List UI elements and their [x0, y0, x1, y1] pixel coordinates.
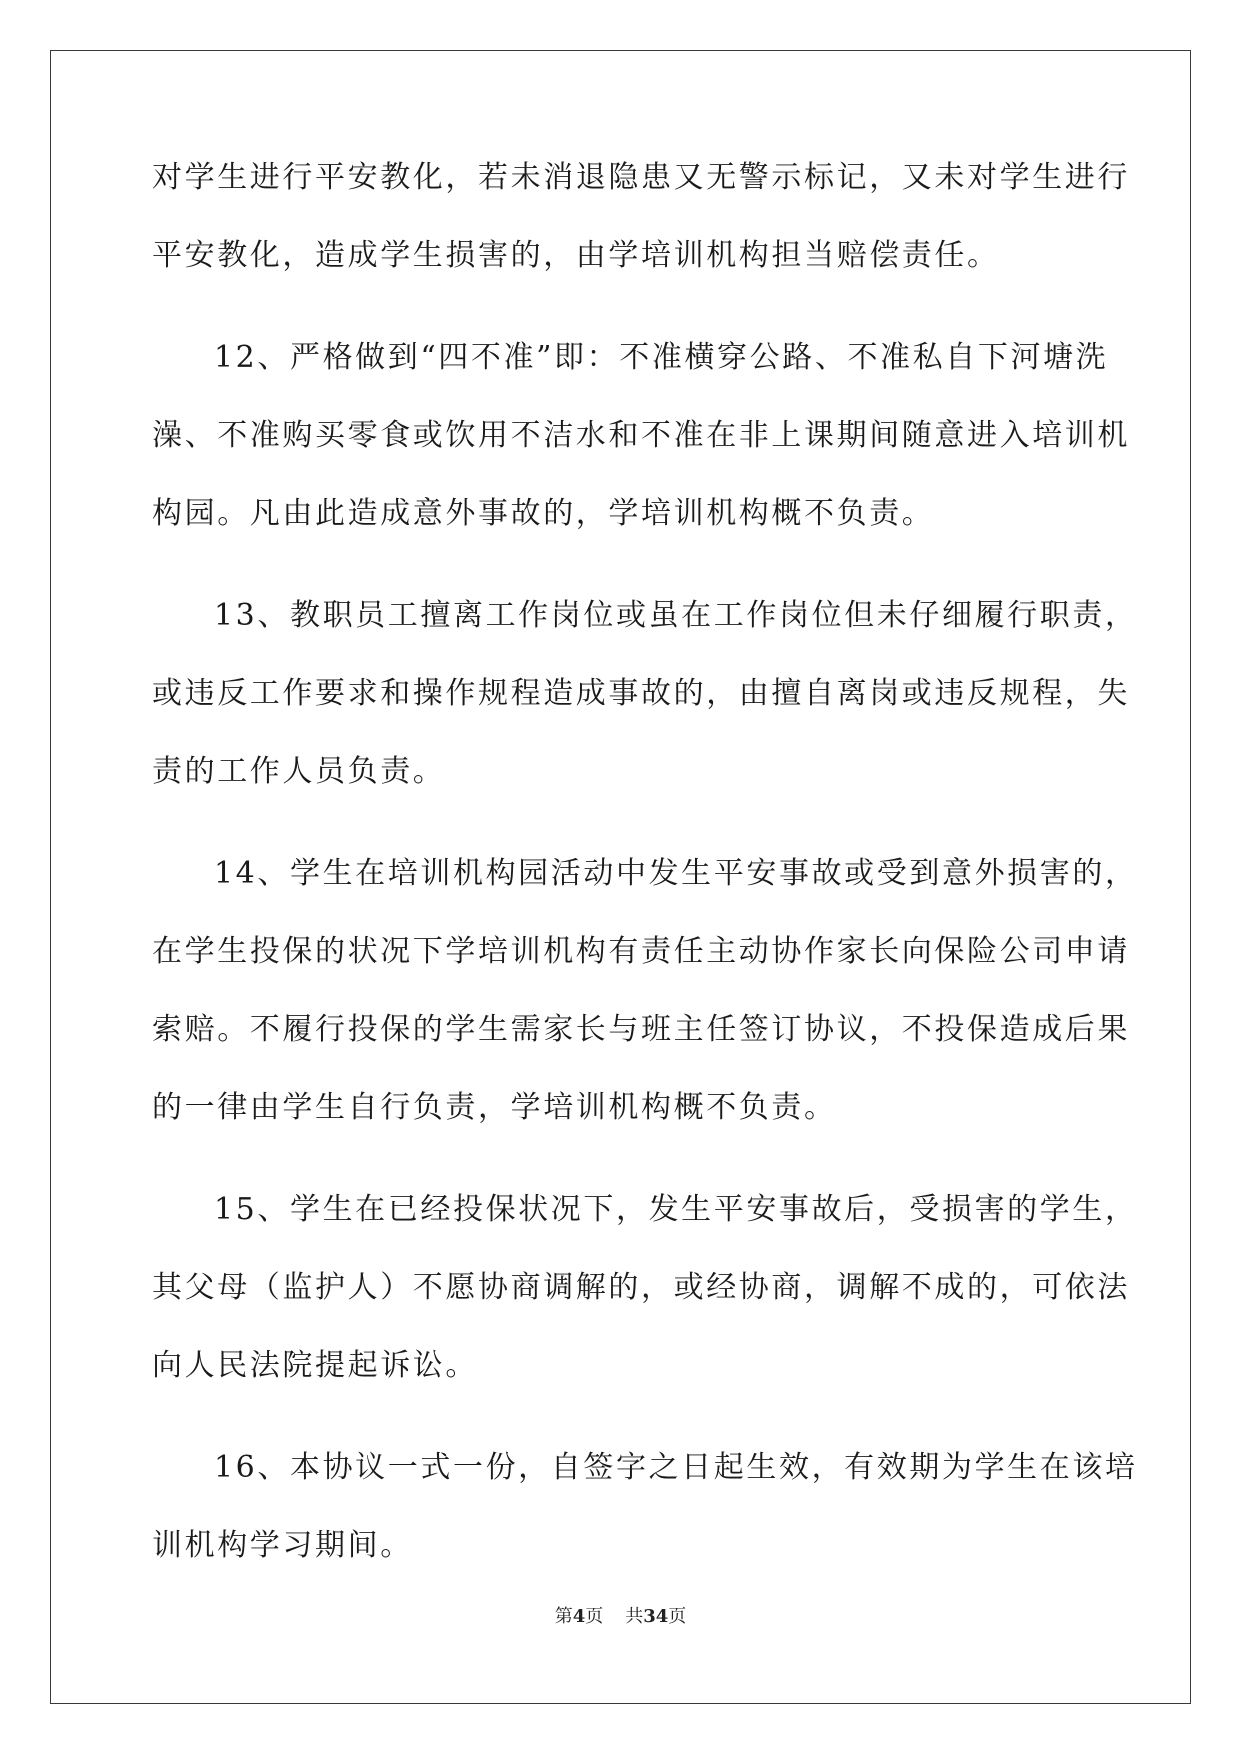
- text-line: 平安教化，造成学生损害的，由学培训机构担当赔偿责任。: [152, 238, 1000, 273]
- text-line: 在学生投保的状况下学培训机构有责任主动协作家长向保险公司申请: [152, 934, 1130, 969]
- paragraph-16-first-line: 16、本协议一式一份，自签字之日起生效，有效期为学生在该培: [214, 1450, 1138, 1485]
- text-line: 索赔。不履行投保的学生需家长与班主任签订协议，不投保造成后果: [152, 1012, 1130, 1047]
- text-line: 其父母（监护人）不愿协商调解的，或经协商，调解不成的，可依法: [152, 1270, 1130, 1305]
- page-prefix: 第: [554, 1606, 573, 1627]
- text-line: 向人民法院提起诉讼。: [152, 1348, 478, 1383]
- total-unit: 页: [668, 1606, 687, 1627]
- total-prefix: 共: [625, 1606, 644, 1627]
- text-line: 的一律由学生自行负责，学培训机构概不负责。: [152, 1090, 837, 1125]
- text-line: 训机构学习期间。: [152, 1528, 413, 1563]
- paragraph-13-first-line: 13、教职员工擅离工作岗位或虽在工作岗位但未仔细履行职责，: [214, 598, 1138, 633]
- paragraph-15-first-line: 15、学生在已经投保状况下，发生平安事故后，受损害的学生，: [214, 1192, 1138, 1227]
- page-current: 4: [572, 1606, 586, 1627]
- text-line: 构园。凡由此造成意外事故的，学培训机构概不负责。: [152, 496, 935, 531]
- paragraph-12-first-line: 12、严格做到“四不准”即：不准横穿公路、不准私自下河塘洗: [214, 340, 1109, 375]
- text-line: 对学生进行平安教化，若未消退隐患又无警示标记，又未对学生进行: [152, 160, 1130, 195]
- text-line: 或违反工作要求和操作规程造成事故的，由擅自离岗或违反规程，失: [152, 676, 1130, 711]
- page-unit: 页: [585, 1606, 604, 1627]
- text-line: 责的工作人员负责。: [152, 754, 446, 789]
- paragraph-14-first-line: 14、学生在培训机构园活动中发生平安事故或受到意外损害的，: [214, 856, 1138, 891]
- text-line: 澡、不准购买零食或饮用不洁水和不准在非上课期间随意进入培训机: [152, 418, 1130, 453]
- page-total: 34: [643, 1606, 669, 1627]
- page-footer: [0, 1602, 1241, 1628]
